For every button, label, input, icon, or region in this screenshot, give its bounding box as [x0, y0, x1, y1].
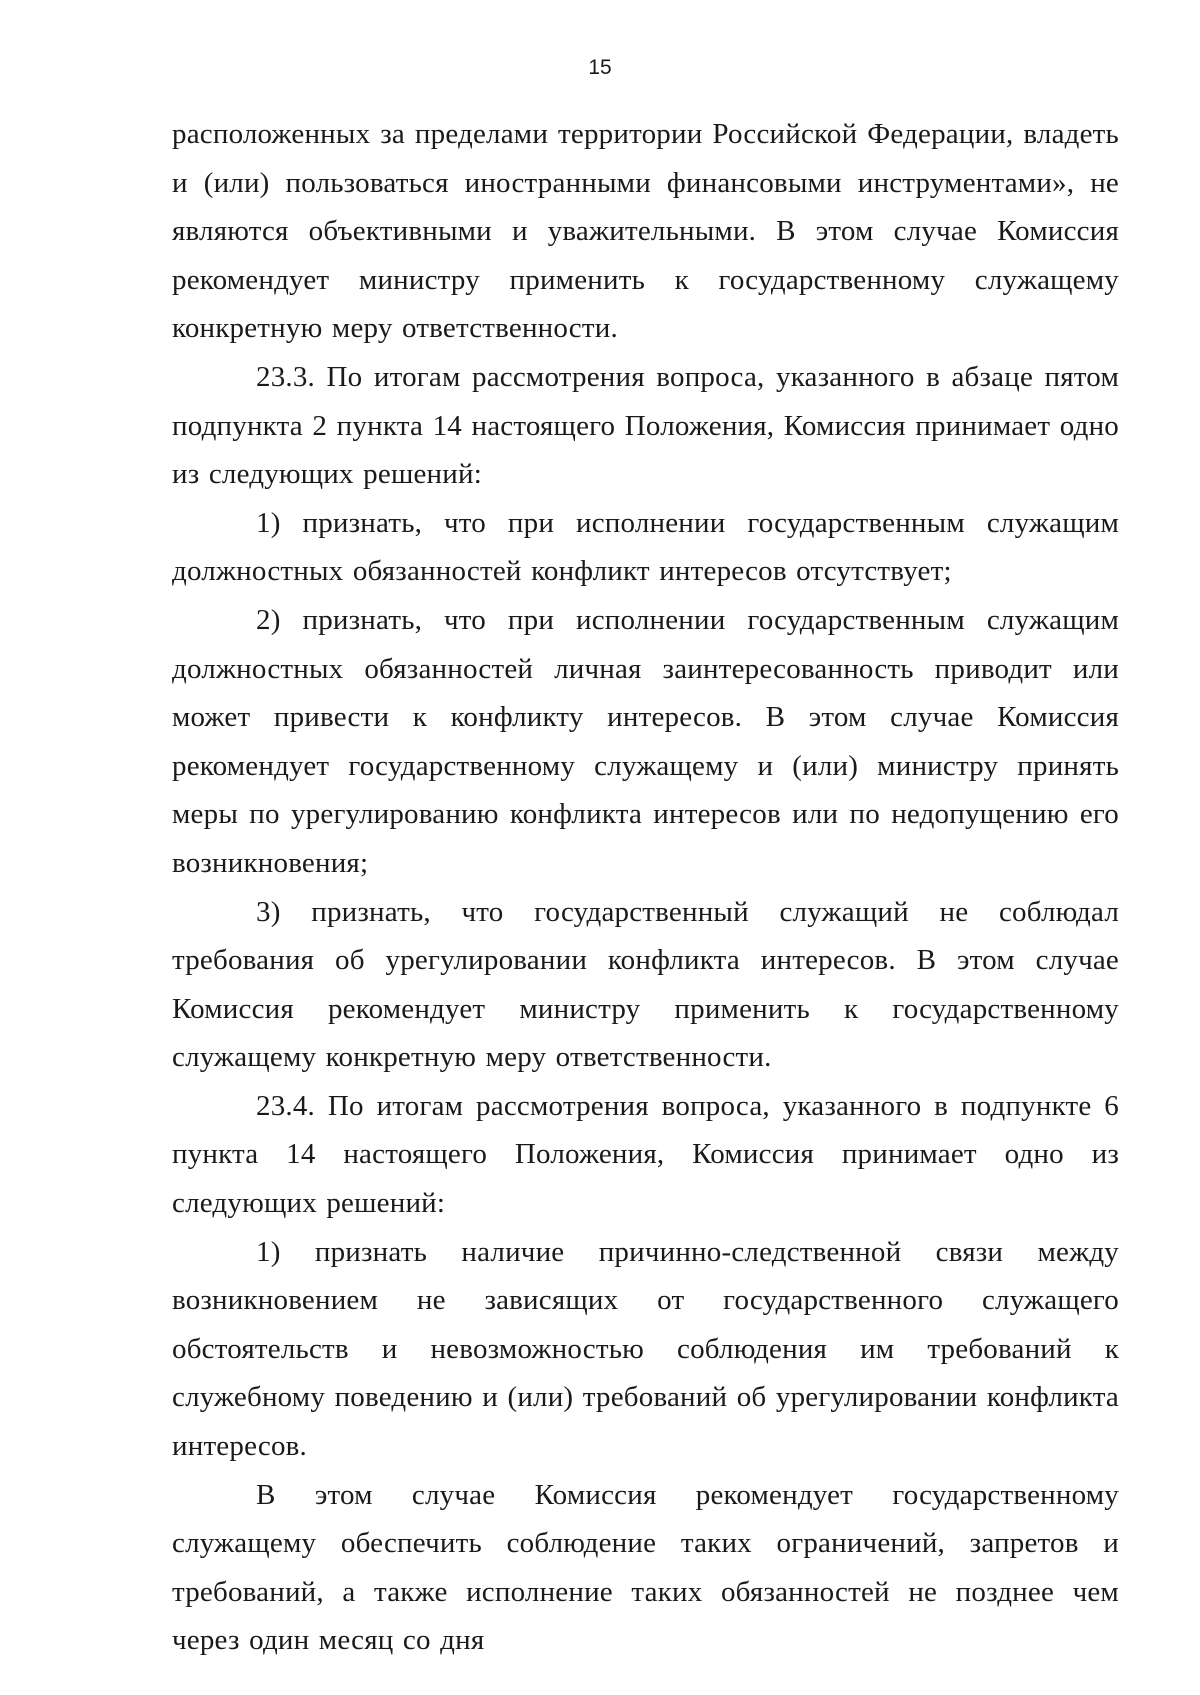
paragraph-23-3-item-1: 1) признать, что при исполнении государственным служащим должностных обязанностей конфликт интересов отсутствует;	[172, 506, 1119, 588]
paragraph-23-3-item-2: 2) признать, что при исполнении государственным служащим должностных обязанностей личная заинтересованность приводит или может привести к конфликту интересов. В этом случае Комиссия рекомендует государственному служащему и (или) министру принять меры по урегулированию конфликта интересов или по недопущению его возникновения;	[172, 603, 1119, 879]
page-number: 15	[588, 56, 612, 79]
paragraph-23-3-item-3: 3) признать, что государственный служащий не соблюдал требования об урегулировании конфликта интересов. В этом случае Комиссия рекомендует министру применить к государственному служащему конкретную меру ответственности.	[172, 895, 1119, 1074]
paragraph-continuation: расположенных за пределами территории Российской Федерации, владеть и (или) пользоваться иностранными финансовыми инструментами», не являются объективными и уважительными. В этом случае Комиссия рекомендует министру применить к государственному служащему конкретную меру ответственности.	[172, 118, 1119, 345]
paragraph-23-4: 23.4. По итогам рассмотрения вопроса, указанного в подпункте 6 пункта 14 настоящего Положения, Комиссия принимает одно из следующих решений:	[172, 1089, 1119, 1220]
document-body	[172, 110, 1119, 1665]
paragraph-23-4-recommendation: В этом случае Комиссия рекомендует государственному служащему обеспечить соблюдение таких ограничений, запретов и требований, а также исполнение таких обязанностей не позднее чем через один месяц со дня	[172, 1478, 1119, 1657]
paragraph-23-3: 23.3. По итогам рассмотрения вопроса, указанного в абзаце пятом подпункта 2 пункта 14 настоящего Положения, Комиссия принимает одно из следующих решений:	[172, 360, 1119, 491]
paragraph-23-4-item-1: 1) признать наличие причинно-следственной связи между возникновением не зависящих от государственного служащего обстоятельств и невозможностью соблюдения им требований к служебному поведению и (или) требований об урегулировании конфликта интересов.	[172, 1235, 1119, 1463]
